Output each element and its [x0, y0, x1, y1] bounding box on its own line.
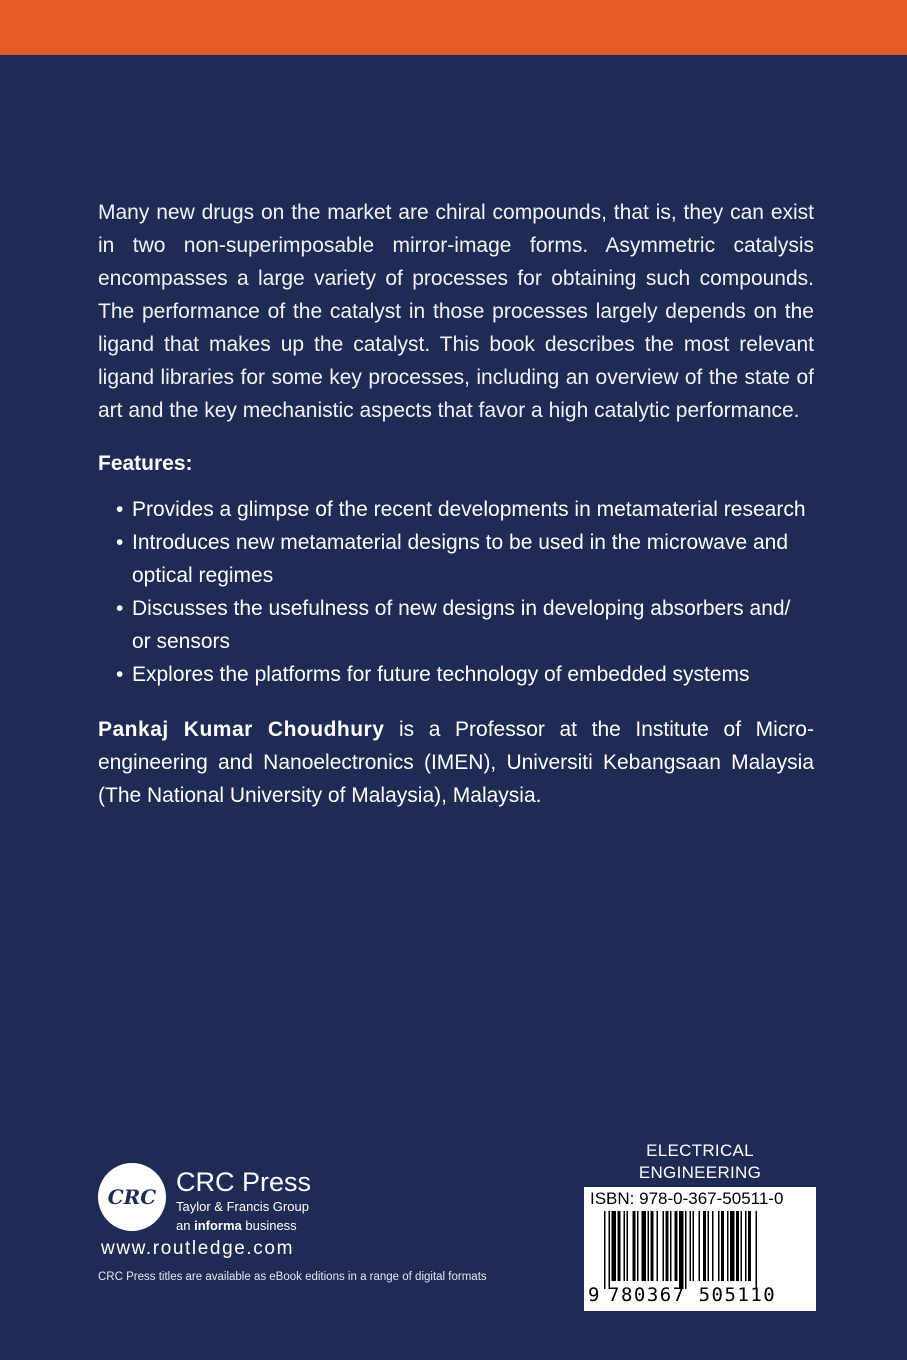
barcode-bar	[748, 1211, 751, 1281]
crc-logo-icon: CRC	[98, 1163, 166, 1231]
barcode-bar	[690, 1211, 692, 1281]
barcode-bar	[708, 1211, 710, 1281]
barcode-bar	[642, 1211, 647, 1281]
author-name: Pankaj Kumar Choudhury	[98, 718, 385, 741]
book-description: Many new drugs on the market are chiral compounds, that is, they can exist in two non-superimposable mirror-image forms. Asymmetric catalysis encompasses a large variety of processes for obtaining such compounds. The performance of the catalyst in those processes largely depends on the ligand that makes up the catalyst. This book describes the most relevant ligand libraries for some key processes, including an overview of the state of art and the key mechanistic aspects that favor a high catalytic performance.	[98, 201, 814, 422]
barcode-bar	[693, 1211, 695, 1281]
publisher-text	[176, 1167, 311, 1235]
barcode-bar	[712, 1211, 714, 1281]
barcode-bar	[745, 1211, 747, 1281]
barcode-bar	[721, 1211, 724, 1281]
barcode-bar	[657, 1211, 659, 1281]
publisher-website: www.routledge.com	[101, 1238, 294, 1259]
barcode-bar	[624, 1211, 626, 1281]
barcode: ISBN: 978-0-367-50511-0 9 780367 505110	[584, 1187, 816, 1311]
feature-item: • Explores the platforms for future technology of embedded systems	[116, 658, 814, 691]
barcode-bar	[666, 1211, 669, 1281]
barcode-bar	[685, 1211, 687, 1289]
barcode-bar	[741, 1211, 743, 1281]
barcode-bar	[612, 1211, 617, 1281]
barcode-bar	[633, 1211, 636, 1281]
top-color-band	[0, 0, 907, 55]
barcode-bar	[727, 1211, 729, 1281]
barcode-bar	[679, 1211, 684, 1289]
barcode-bar	[718, 1211, 720, 1281]
ebook-note: CRC Press titles are available as eBook editions in a range of digital formats	[98, 1271, 487, 1283]
features-heading: Features:	[98, 452, 193, 475]
barcode-bar	[703, 1211, 706, 1281]
barcode-bar	[618, 1211, 621, 1281]
features-list	[98, 493, 814, 691]
barcode-bar	[670, 1211, 672, 1281]
author-bio-text: is a Professor at the Institute of Micro-engineering and Nanoelectronics (IMEN), Universiti Kebangsaan Malaysia (The National University of Malaysia), Malaysia.	[98, 718, 814, 807]
author-bio	[98, 713, 814, 812]
barcode-bars	[590, 1211, 810, 1289]
publisher-name: CRC Press	[176, 1167, 312, 1197]
barcode-bar	[609, 1211, 611, 1289]
barcode-bar	[648, 1211, 650, 1281]
barcode-bar	[663, 1211, 665, 1281]
barcode-bar	[651, 1211, 654, 1281]
barcode-bar	[637, 1211, 639, 1281]
barcode-bar	[627, 1211, 629, 1281]
feature-item: • Discusses the usefulness of new designs in developing absorbers and/ or sensors	[116, 592, 814, 658]
isbn-area	[584, 1140, 816, 1311]
feature-item: • Provides a glimpse of the recent developments in metamaterial research	[116, 493, 814, 526]
feature-item: • Introduces new metamaterial designs to be used in the microwave and optical regimes	[116, 526, 814, 592]
barcode-bar	[675, 1211, 678, 1281]
subject-category: ELECTRICAL ENGINEERING	[638, 1141, 762, 1182]
barcode-bar	[736, 1211, 739, 1281]
barcode-bar	[604, 1211, 606, 1289]
informa-line: an informa business	[176, 1218, 297, 1233]
barcode-bar	[730, 1211, 735, 1281]
barcode-bar	[756, 1211, 758, 1289]
back-cover-content	[98, 196, 814, 812]
publisher-group: Taylor & Francis Group	[176, 1199, 309, 1214]
isbn-number: ISBN: 978-0-367-50511-0	[590, 1189, 784, 1208]
barcode-bar	[699, 1211, 701, 1281]
